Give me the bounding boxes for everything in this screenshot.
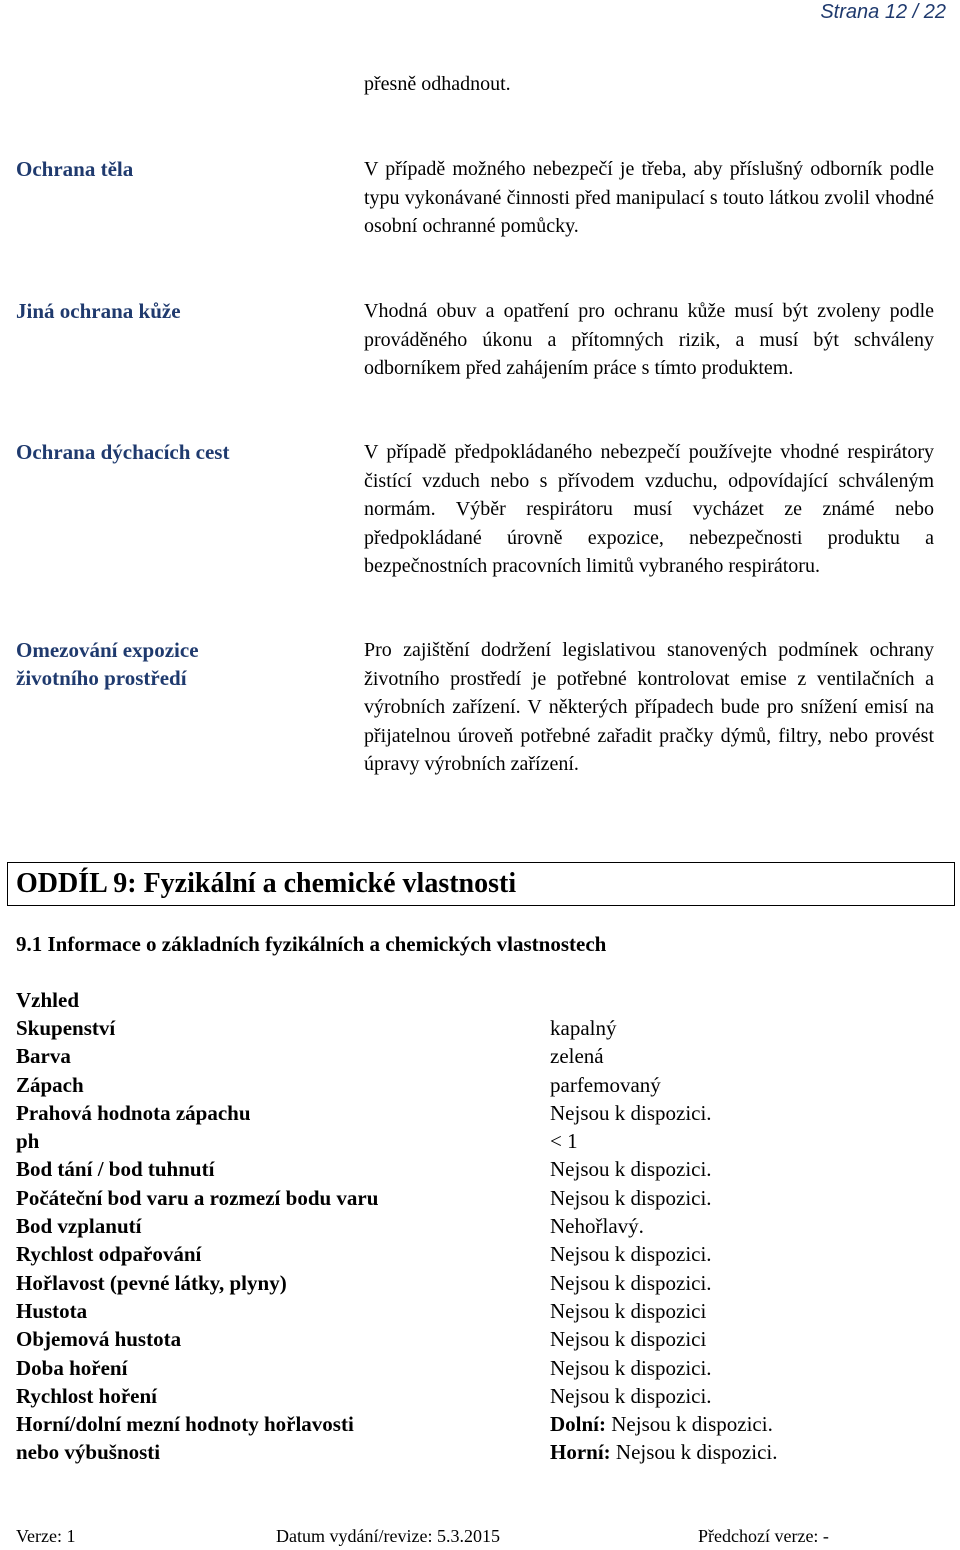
property-row — [0, 1042, 960, 1070]
property-name-continued: nebo výbušnosti — [16, 1440, 161, 1465]
property-value: kapalný — [550, 1016, 617, 1040]
property-row — [0, 1014, 960, 1042]
property-row — [0, 1297, 960, 1325]
property-row — [0, 1155, 960, 1183]
property-name: Barva — [16, 1044, 71, 1069]
property-value: < 1 — [550, 1129, 578, 1154]
upper-limit-value: Nejsou k dispozici. — [610, 1440, 778, 1465]
property-name: Bod tání / bod tuhnutí — [16, 1157, 215, 1182]
environmental-exposure-text: Pro zajištění dodržení legislativou stanovených podmínek ochrany životního prostředí je potřebné kontrolovat emise z ventilačních a výrobních zařízení. V některých případech bude pro snížení emisí na přijatelnou úroveň potřebné zařadit pračky dýmů, filtry, nebo provést úpravy výrobních zařízení. — [364, 639, 934, 775]
property-value: Nejsou k dispozici — [550, 1327, 707, 1352]
property-name: Doba hoření — [16, 1355, 128, 1380]
property-value: Nejsou k dispozici. — [550, 1157, 712, 1182]
property-value: Nejsou k dispozici — [550, 1298, 707, 1323]
property-value: Nejsou k dispozici. — [550, 1242, 712, 1267]
property-value-upper — [550, 1438, 777, 1466]
subsection-title: 9.1 Informace o základních fyzikálních a chemických vlastnostech — [16, 932, 607, 956]
property-name: Počáteční bod varu a rozmezí bodu varu — [16, 1185, 379, 1210]
property-value-lower — [550, 1410, 773, 1438]
section-title: ODDÍL 9: Fyzikální a chemické vlastnosti — [16, 868, 517, 899]
property-name: Rychlost hoření — [16, 1383, 158, 1408]
property-row — [0, 1438, 960, 1466]
environmental-exposure-label: Omezování expozice životního prostředí — [16, 638, 199, 690]
property-row — [0, 1212, 960, 1240]
property-name: Rychlost odpařování — [16, 1242, 202, 1267]
appearance-group-title: Vzhled — [16, 988, 79, 1012]
upper-limit-label: Horní: — [550, 1440, 611, 1465]
footer-version: Verze: 1 — [16, 1526, 76, 1546]
property-row — [0, 1269, 960, 1297]
property-row — [0, 1071, 960, 1099]
property-row — [0, 1354, 960, 1382]
lower-limit-value: Nejsou k dispozici. — [606, 1412, 773, 1437]
property-name: ph — [16, 1129, 40, 1154]
property-row — [0, 1325, 960, 1353]
page-number: Strana 12 / 22 — [820, 1, 946, 23]
property-name: Hustota — [16, 1298, 88, 1323]
property-name: Hořlavost (pevné látky, plyny) — [16, 1270, 287, 1295]
property-value: Nejsou k dispozici. — [550, 1100, 712, 1125]
property-name: Prahová hodnota zápachu — [16, 1100, 251, 1125]
property-name: Zápach — [16, 1072, 84, 1097]
property-row — [0, 1184, 960, 1212]
property-name: Bod vzplanutí — [16, 1214, 142, 1239]
property-value: parfemovaný — [550, 1072, 661, 1097]
respiratory-protection-text: V případě předpokládaného nebezpečí používejte vhodné respirátory čistící vzduch nebo s přívodem vzduchu, odpovídající schváleným normám. Výběr respirátoru musí vycházet ze známé nebo předpokládané úrovně expozice, nebezpečnosti produktu a bezpečnostních pracovních limitů vybraného respirátoru. — [364, 441, 934, 577]
property-name: Skupenství — [16, 1016, 116, 1040]
lower-limit-label: Dolní: — [550, 1412, 607, 1437]
property-value: Nejsou k dispozici. — [550, 1355, 712, 1380]
body-protection-text: V případě možného nebezpečí je třeba, aby příslušný odborník podle typu vykonávané činnosti před manipulací s touto látkou zvolil vhodné osobní ochranné pomůcky. — [364, 158, 934, 237]
property-value: Nejsou k dispozici. — [550, 1383, 712, 1408]
property-value: Nehořlavý. — [550, 1214, 644, 1239]
continuation-text: přesně odhadnout. — [364, 73, 511, 95]
skin-protection-label: Jiná ochrana kůže — [16, 299, 181, 323]
property-row — [0, 1127, 960, 1155]
property-name: Horní/dolní mezní hodnoty hořlavosti — [16, 1412, 354, 1437]
body-protection-label: Ochrana těla — [16, 157, 134, 181]
property-row — [0, 1099, 960, 1127]
property-value: Nejsou k dispozici. — [550, 1270, 712, 1295]
property-value: zelená — [550, 1044, 604, 1069]
property-row — [0, 1410, 960, 1438]
footer-date: Datum vydání/revize: 5.3.2015 — [276, 1526, 500, 1546]
property-name: Objemová hustota — [16, 1327, 182, 1352]
properties-table — [0, 1014, 960, 1467]
section-header — [7, 862, 955, 906]
property-row — [0, 1240, 960, 1268]
property-row — [0, 1382, 960, 1410]
property-value: Nejsou k dispozici. — [550, 1185, 712, 1210]
skin-protection-text: Vhodná obuv a opatření pro ochranu kůže musí být zvoleny podle prováděného úkonu a přítomných rizik, a musí být schváleny odborníkem před zahájením práce s tímto produktem. — [364, 300, 934, 379]
respiratory-protection-label: Ochrana dýchacích cest — [16, 440, 230, 464]
footer-previous-version: Předchozí verze: - — [698, 1526, 829, 1546]
